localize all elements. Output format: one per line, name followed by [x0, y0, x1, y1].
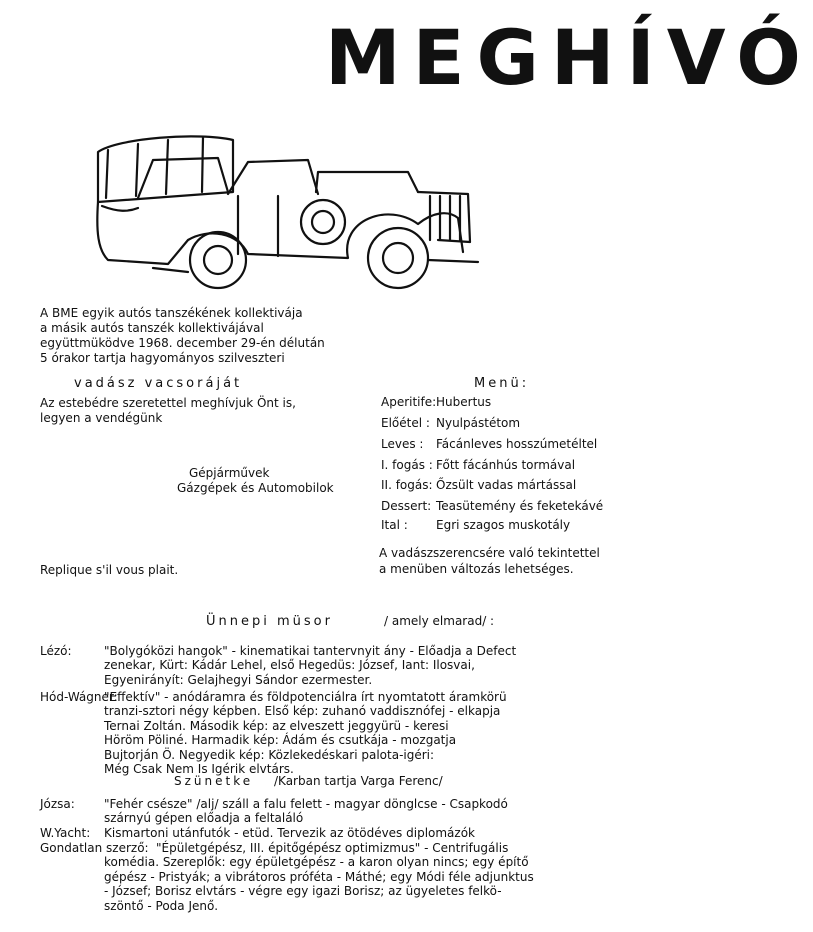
- menu-item-value: Hubertus: [436, 395, 492, 409]
- menu-item-value: Fácánleves hosszúmetéltel: [436, 437, 598, 451]
- menu-item: [381, 499, 604, 513]
- program-line: "Bolygóközi hangok" - kinematikai tantervnyit ány - Előadja a Defect: [104, 644, 517, 658]
- intro-paragraph: [40, 306, 325, 366]
- intro-line: együttmüködve 1968. december 29-én délután: [40, 336, 325, 350]
- dinner-heading: vadász vacsoráját: [74, 376, 243, 391]
- menu-item-label: Ital :: [381, 518, 408, 532]
- intro-line: a másik autós tanszék kollektivájával: [40, 321, 264, 335]
- program-line: szárnyú gépen előadja a feltaláló: [104, 811, 304, 826]
- dept-line: Gázgépek és Automobilok: [177, 481, 334, 495]
- program-line: Höröm Pöliné. Harmadik kép: Ádám és csutkája - mozgatja: [104, 733, 457, 748]
- menu-item-value: Egri szagos muskotály: [436, 518, 571, 532]
- program-line: Egyenirányít: Gelajhegyi Sándor ezermester.: [104, 672, 373, 687]
- program-line: "Épületgépész, III. épitőgépész optimizmus" - Centrifugális: [156, 841, 509, 855]
- menu-item: [381, 395, 492, 409]
- menu-item: [381, 458, 576, 472]
- program-entry-label: Hód-Wágner:: [40, 690, 118, 704]
- program-line: komédia. Szereplők: egy épületgépész - a karon olyan nincs; egy építő: [104, 855, 529, 870]
- program-line: Még Csak Nem Is Igérik elvtárs.: [104, 761, 294, 776]
- intro-line: 5 órakor tartja hagyományos szilveszteri: [40, 351, 285, 365]
- menu-item-label: Leves :: [381, 437, 424, 451]
- program-line: szöntő - Poda Jenő.: [104, 898, 219, 913]
- menu-item-value: Nyulpástétom: [436, 416, 521, 430]
- menu-item: [381, 416, 521, 430]
- menu-item: [381, 518, 571, 532]
- menu-item-label: Aperitife:: [381, 395, 437, 409]
- program-entry-label: Lézó:: [40, 644, 72, 658]
- invite-line: Az estebédre szeretettel meghívjuk Önt is,: [40, 396, 296, 410]
- program-entry-label: Gondatlan szerző:: [40, 841, 149, 855]
- program-line: "Effektív" - anódáramra és földpotenciálra írt nyomtatott áramkörü: [104, 690, 507, 704]
- intermission-note: /Karban tartja Varga Ferenc/: [274, 774, 443, 788]
- menu-item: [381, 437, 598, 451]
- menu-item-value: Őzsült vadas mártással: [436, 478, 577, 492]
- vintage-car-icon: [78, 132, 483, 292]
- program-heading: Ünnepi müsor: [206, 614, 333, 629]
- program-heading-note: / amely elmarad/ :: [384, 614, 495, 628]
- menu-item: [381, 478, 577, 492]
- program-line: Kismartoni utánfutók - etüd. Tervezik az ötödéves diplomázók: [104, 826, 475, 840]
- menu-item-label: Dessert:: [381, 499, 432, 513]
- program-entry-label: W.Yacht:: [40, 826, 91, 840]
- menu-heading: Menü:: [474, 376, 530, 391]
- menu-note-line: a menüben változás lehetséges.: [379, 562, 574, 576]
- program-line: zenekar, Kürt: Kádár Lehel, első Hegedüs: József, Iant: Ilosvai,: [104, 658, 475, 673]
- program-line: "Fehér csésze" /alj/ száll a falu felett - magyar dönglcse - Csapkodó: [104, 797, 508, 811]
- intro-line: A BME egyik autós tanszékének kollektivája: [40, 306, 303, 320]
- dept-line: Gépjárművek: [189, 466, 270, 480]
- intermission-label: Szünetke: [174, 774, 254, 788]
- menu-note-line: A vadászszerencsére való tekintettel: [379, 546, 600, 560]
- menu-item-value: Teasütemény és feketekávé: [436, 499, 604, 513]
- program-line: gépész - Pristyák; a vibrátoros próféta - Máthé; egy Módi féle adjunktus: [104, 869, 534, 884]
- invite-line: legyen a vendégünk: [40, 411, 163, 425]
- program-line: tranzi-sztori négy képben. Első kép: zuhanó vaddisznófej - elkapja: [104, 704, 501, 719]
- program-entry-label: Józsa:: [40, 797, 75, 811]
- rsvp-text: Replique s'il vous plait.: [40, 563, 179, 577]
- program-line: - József; Borisz elvtárs - végre egy igazi Borisz; az ügyeletes felkö-: [104, 884, 502, 899]
- menu-item-label: II. fogás:: [381, 478, 433, 492]
- menu-item-label: I. fogás :: [381, 458, 433, 472]
- menu-item-label: Előétel :: [381, 416, 430, 430]
- menu-item-value: Főtt fácánhús tormával: [436, 458, 576, 472]
- program-line: Bujtorján Ö. Negyedik kép: Közlekedéskari palota-igéri:: [104, 747, 435, 762]
- program-line: Ternai Zoltán. Második kép: az elveszett jeggyürü - keresi: [104, 718, 449, 733]
- page-title: MEGHÍVÓ: [325, 13, 813, 102]
